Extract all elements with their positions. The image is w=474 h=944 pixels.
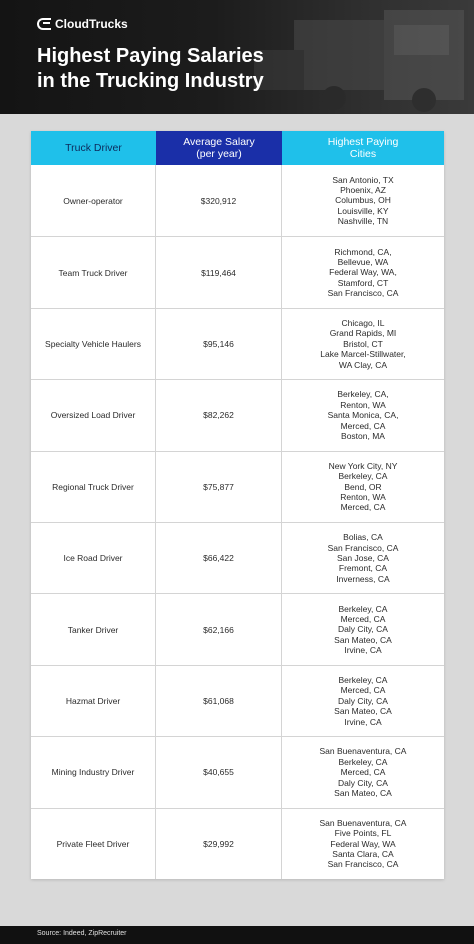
cell-cities <box>282 165 444 236</box>
brand-name: CloudTrucks <box>55 17 128 31</box>
city-item: Fremont, CA <box>338 563 388 574</box>
city-item: WA Clay, CA <box>338 359 388 370</box>
cell-average-salary: $75,877 <box>156 452 282 522</box>
cell-cities <box>282 237 444 307</box>
city-item: Merced, CA <box>340 685 386 696</box>
city-item: Bristol, CT <box>343 338 383 349</box>
table-row <box>31 165 444 236</box>
cell-job-title: Owner-operator <box>31 165 156 236</box>
cell-job-title: Hazmat Driver <box>31 666 156 736</box>
table-row <box>31 451 444 522</box>
cell-cities <box>282 666 444 736</box>
city-item: Chicago, IL <box>341 317 385 328</box>
city-item: San Buenaventura, CA <box>319 746 407 757</box>
cell-cities <box>282 452 444 522</box>
header-average-salary-line2: (per year) <box>196 148 242 160</box>
cell-average-salary: $119,464 <box>156 237 282 307</box>
cell-average-salary: $66,422 <box>156 523 282 593</box>
city-item: Santa Monica, CA, <box>327 410 399 421</box>
city-item: Louisville, KY <box>337 205 389 216</box>
city-item: Boston, MA <box>341 430 385 441</box>
city-item: Inverness, CA <box>336 573 390 584</box>
cell-cities <box>282 309 444 379</box>
header-average-salary-line1: Average Salary <box>183 136 255 148</box>
city-item: Renton, WA <box>340 491 386 502</box>
city-item: Daly City, CA <box>338 695 388 706</box>
city-item: Bend, OR <box>344 481 382 492</box>
city-item: Columbus, OH <box>335 195 391 206</box>
city-item: Bolias, CA <box>343 532 383 543</box>
brand-logo <box>37 17 128 31</box>
city-item: New York City, NY <box>328 460 398 471</box>
title-line-1: Highest Paying Salaries <box>37 45 264 67</box>
city-item: Berkeley, CA <box>338 756 388 767</box>
cell-job-title: Specialty Vehicle Haulers <box>31 309 156 379</box>
city-item: Irvine, CA <box>344 716 382 727</box>
cell-average-salary: $29,992 <box>156 809 282 879</box>
city-item: Merced, CA <box>340 420 386 431</box>
table-row <box>31 736 444 807</box>
table-row <box>31 808 444 879</box>
city-item: Daly City, CA <box>338 777 388 788</box>
city-item: Federal Way, WA, <box>329 267 397 278</box>
header-cities-line1: Highest Paying <box>327 136 399 148</box>
city-item: Irvine, CA <box>344 645 382 656</box>
city-item: Berkeley, CA, <box>337 389 389 400</box>
table-row <box>31 236 444 307</box>
city-item: Daly City, CA <box>338 624 388 635</box>
title-line-2: in the Trucking Industry <box>37 70 264 92</box>
header-highest-paying-cities <box>282 131 444 165</box>
header-cities-line2: Cities <box>349 148 377 160</box>
cell-average-salary: $62,166 <box>156 594 282 664</box>
table-header <box>31 131 444 165</box>
city-item: Berkeley, CA <box>338 603 388 614</box>
header-truck-driver: Truck Driver <box>31 131 156 165</box>
city-item: San Buenaventura, CA <box>319 817 407 828</box>
cell-average-salary: $82,262 <box>156 380 282 450</box>
cell-job-title: Private Fleet Driver <box>31 809 156 879</box>
source-note: Source: Indeed, ZipRecruiter <box>37 930 127 937</box>
table-row <box>31 522 444 593</box>
table-body <box>31 165 444 879</box>
city-item: Richmond, CA, <box>334 246 392 257</box>
city-item: Merced, CA <box>340 613 386 624</box>
table-row <box>31 308 444 379</box>
cell-job-title: Tanker Driver <box>31 594 156 664</box>
header-average-salary <box>156 131 282 165</box>
city-item: Lake Marcel-Stillwater, <box>320 349 406 360</box>
page-title <box>37 44 337 94</box>
city-item: Nashville, TN <box>337 216 389 227</box>
cell-average-salary: $95,146 <box>156 309 282 379</box>
city-item: San Mateo, CA <box>334 706 392 717</box>
city-item: Berkeley, CA <box>338 471 388 482</box>
city-item: San Jose, CA <box>337 552 389 563</box>
city-item: San Mateo, CA <box>334 634 392 645</box>
cell-job-title: Team Truck Driver <box>31 237 156 307</box>
city-item: San Francisco, CA <box>327 542 399 553</box>
cell-job-title: Mining Industry Driver <box>31 737 156 807</box>
header-banner <box>0 0 474 114</box>
cell-average-salary: $61,068 <box>156 666 282 736</box>
cell-job-title: Oversized Load Driver <box>31 380 156 450</box>
footer <box>0 926 474 944</box>
city-item: Santa Clara, CA <box>332 848 394 859</box>
cell-cities <box>282 594 444 664</box>
city-item: San Francisco, CA <box>327 859 399 870</box>
city-item: Phoenix, AZ <box>340 185 386 196</box>
cell-cities <box>282 809 444 879</box>
city-item: San Antonio, TX <box>332 174 394 185</box>
table-row <box>31 665 444 736</box>
city-item: Stamford, CT <box>337 277 389 288</box>
cell-cities <box>282 737 444 807</box>
city-item: San Mateo, CA <box>334 787 392 798</box>
table-row <box>31 379 444 450</box>
city-item: Five Points, FL <box>334 828 392 839</box>
cell-job-title: Ice Road Driver <box>31 523 156 593</box>
salary-table <box>31 131 444 879</box>
city-item: Grand Rapids, MI <box>329 328 397 339</box>
city-item: Merced, CA <box>340 502 386 513</box>
cell-job-title: Regional Truck Driver <box>31 452 156 522</box>
cell-cities <box>282 380 444 450</box>
city-item: Bellevue, WA <box>337 256 389 267</box>
city-item: Renton, WA <box>340 399 386 410</box>
cell-cities <box>282 523 444 593</box>
city-item: Berkeley, CA <box>338 674 388 685</box>
cell-average-salary: $320,912 <box>156 165 282 236</box>
cloudtrucks-logo-icon <box>37 18 51 30</box>
city-item: San Francisco, CA <box>327 288 399 299</box>
city-item: Merced, CA <box>340 767 386 778</box>
table-row <box>31 593 444 664</box>
city-item: Federal Way, WA <box>330 838 396 849</box>
cell-average-salary: $40,655 <box>156 737 282 807</box>
